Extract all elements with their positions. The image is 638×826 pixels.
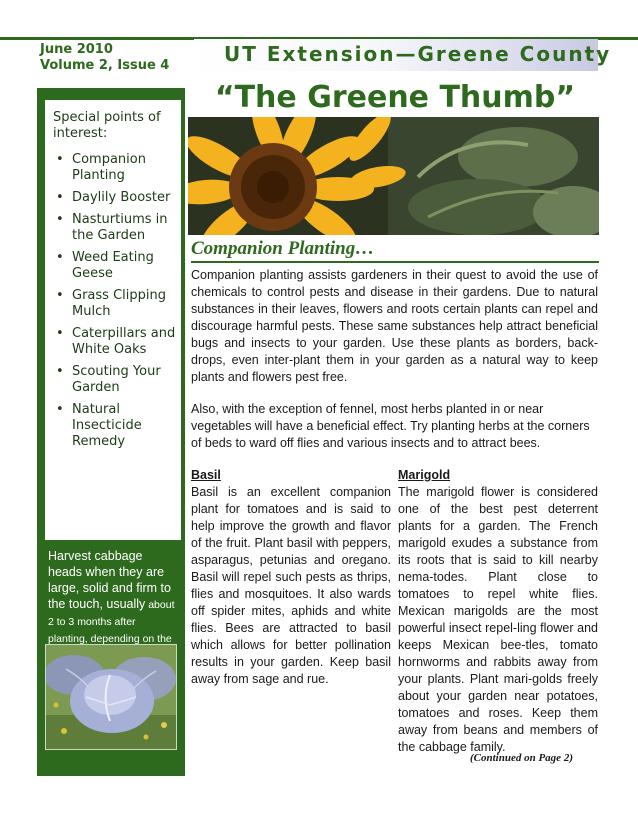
marigold-heading: Marigold: [398, 468, 451, 482]
sidebar: [37, 88, 185, 776]
banner-title: UT Extension—Greene County: [224, 42, 612, 66]
cabbage-photo: [45, 644, 177, 750]
list-item: • Grass Clipping Mulch: [45, 288, 179, 320]
banner: [194, 39, 612, 71]
issue-date: June 2010: [40, 42, 113, 57]
list-item: • Weed Eating Geese: [45, 250, 179, 282]
basil-column: [191, 467, 391, 688]
list-item: • Natural Insecticide Remedy: [45, 402, 179, 450]
newsletter-title: “The Greene Thumb”: [214, 80, 576, 115]
list-item: • Companion Planting: [45, 152, 179, 184]
harvest-tip-detail: about 2 to 3 months after planting, depending on the: [48, 599, 175, 645]
sunflower-photo: [188, 117, 599, 235]
marigold-body: The marigold flower is considered one of the best pest deterrent plants for a garden. The French marigold exudes a substance from its roots that is said to kill nearby nema-todes. Plant close to tomatoes to repel white flies. Mexican marigolds are the most powerful insect repel-ling flower and keeps Mexican bee-tles, tomato hornworms and rabbits away from your plants. Plant mari-golds freely about your garden near potatoes, tomatoes and roses. Keep them away from beans and members of the cabbage family.: [398, 485, 598, 754]
list-item: • Scouting Your Garden: [45, 364, 179, 396]
article-herbs: Also, with the exception of fennel, most herbs planted in or near vegetables will have a beneficial effect. Try planting herbs at the corners of beds to ward off flies and various insects and to attract bees.: [191, 402, 590, 450]
harvest-tip-main: Harvest cabbage heads when they are large, solid and firm to the touch, usually: [48, 549, 171, 611]
marigold-column: [398, 467, 598, 756]
list-item: • Nasturtiums in the Garden: [45, 212, 179, 244]
special-points-box: [45, 100, 181, 540]
title-rule: [191, 261, 599, 263]
list-item: • Caterpillars and White Oaks: [45, 326, 179, 358]
continued-note: (Continued on Page 2): [470, 752, 573, 764]
special-points-title: Special points of interest:: [53, 110, 161, 141]
list-item: • Daylily Booster: [45, 190, 179, 206]
issue-info: [40, 42, 169, 74]
basil-heading: Basil: [191, 468, 221, 482]
issue-volume: Volume 2, Issue 4: [40, 58, 170, 73]
article-intro: Companion planting assists gardeners in their quest to avoid the use of chemicals to control pests and disease in their gardens. Due to natural substances in their leaves, flowers and roots certain plants can repel and discourage harmful pests. These same substances help attract beneficial bugs and insects to your garden. Use these plants as borders, back-drops, even inter-plant them in your garden as a natural way to keep plants and flowers pest free.: [191, 268, 598, 384]
basil-body: Basil is an excellent companion plant for tomatoes and is said to help improve the growth and flavor of the fruit. Plant basil with peppers, asparagus, petunias and oregano. Basil will repel such pests as thrips, flies and mosquitoes. It also wards off spider mites, aphids and white flies. Bees are attracted to basil which allows for better pollination results in your garden. Keep basil away from sage and rue.: [191, 485, 391, 686]
special-points-list: [45, 152, 179, 456]
article-title: Companion Planting…: [191, 238, 375, 259]
